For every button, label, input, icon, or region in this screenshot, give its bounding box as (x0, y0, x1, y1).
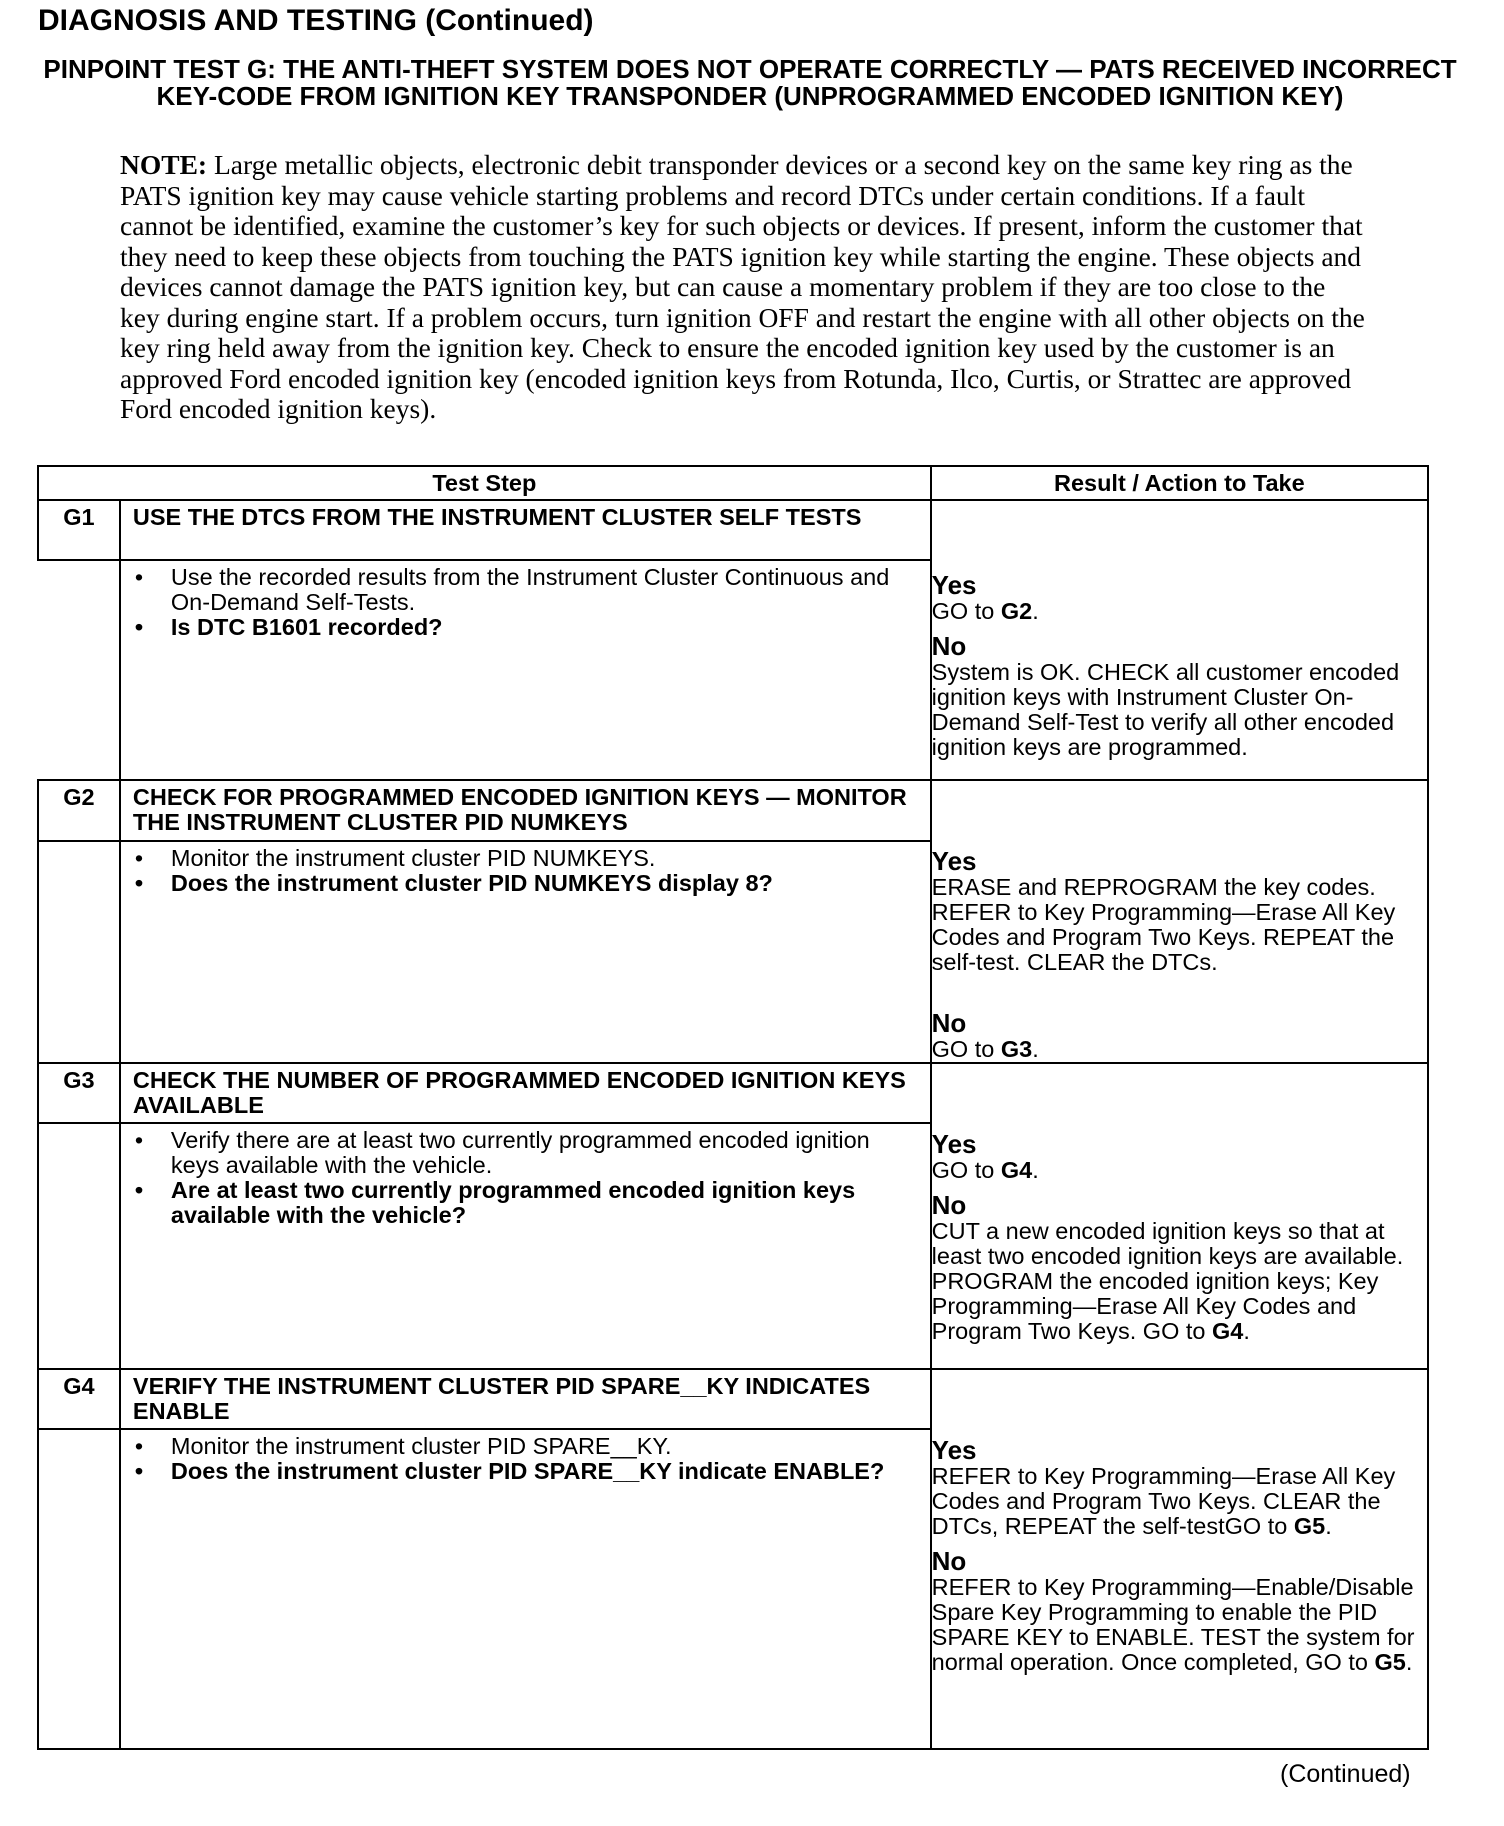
note-label: NOTE: (120, 149, 208, 180)
no-action: CUT a new encoded ignition keys so that at least two encoded ignition keys are available. PROGRAM the encoded ignition keys; Key Programming—Erase All Key Codes and Program Two Keys. GO to G4. (931, 1218, 1404, 1344)
yes-label: Yes (931, 1435, 977, 1465)
yes-label: Yes (931, 846, 977, 876)
step-instruction: • Monitor the instrument cluster PID SPARE__KY. (171, 1434, 920, 1459)
step-question: • Is DTC B1601 recorded? (171, 615, 920, 640)
step-instruction: • Monitor the instrument cluster PID NUMKEYS. (171, 846, 920, 871)
yes-action: ERASE and REPROGRAM the key codes. REFER to Key Programming—Erase All Key Codes and Program Two Keys. REPEAT the self-test. CLEAR the DTCs. (931, 874, 1396, 975)
step-result (931, 1369, 1428, 1749)
step-title: VERIFY THE INSTRUMENT CLUSTER PID SPARE__KY INDICATES ENABLE (120, 1369, 931, 1429)
yes-action: REFER to Key Programming—Erase All Key Codes and Program Two Keys. CLEAR the DTCs, REPEAT the self-testGO to G5. (931, 1463, 1396, 1539)
step-title-row (38, 1369, 1428, 1429)
step-question: • Does the instrument cluster PID SPARE__KY indicate ENABLE? (171, 1459, 920, 1484)
step-id: G3 (38, 1063, 120, 1123)
step-title: USE THE DTCS FROM THE INSTRUMENT CLUSTER SELF TESTS (120, 500, 931, 560)
no-label: No (931, 1190, 967, 1220)
no-action: REFER to Key Programming—Enable/Disable Spare Key Programming to enable the PID SPARE KEY to ENABLE. TEST the system for normal operation. Once completed, GO to G5. (931, 1574, 1415, 1675)
page-header: DIAGNOSIS AND TESTING (Continued) (38, 4, 594, 37)
step-body (120, 1123, 931, 1369)
no-label: No (931, 1546, 967, 1576)
step-title-row (38, 1063, 1428, 1123)
no-label: No (931, 1008, 967, 1038)
step-result (931, 1063, 1428, 1369)
step-title: CHECK THE NUMBER OF PROGRAMMED ENCODED IGNITION KEYS AVAILABLE (120, 1063, 931, 1123)
step-id: G1 (38, 500, 120, 560)
continued-footer: (Continued) (1280, 1760, 1411, 1788)
step-id: G2 (38, 780, 120, 841)
step-body (120, 841, 931, 1063)
yes-label: Yes (931, 1129, 977, 1159)
step-id: G4 (38, 1369, 120, 1429)
yes-action: GO to G4. (931, 1157, 1039, 1183)
no-label: No (931, 631, 967, 661)
result-header: Result / Action to Take (931, 466, 1428, 500)
no-action: GO to G3. (931, 1036, 1039, 1062)
step-question: • Does the instrument cluster PID NUMKEYS display 8? (171, 871, 920, 896)
step-instruction: • Use the recorded results from the Instrument Cluster Continuous and On-Demand Self-Tests. (171, 565, 920, 615)
step-result (931, 780, 1428, 1063)
yes-action: GO to G2. (931, 598, 1039, 624)
note-paragraph (120, 150, 1370, 425)
step-body (120, 1429, 931, 1749)
no-action: System is OK. CHECK all customer encoded ignition keys with Instrument Cluster On-Demand Self-Test to verify all other encoded ignition keys are programmed. (931, 659, 1400, 760)
step-instruction: • Verify there are at least two currently programmed encoded ignition keys available with the vehicle. (171, 1128, 920, 1178)
pinpoint-test-title: PINPOINT TEST G: THE ANTI-THEFT SYSTEM DOES NOT OPERATE CORRECTLY — PATS RECEIVED INCORRECT KEY-CODE FROM IGNITION KEY TRANSPONDER (UNPROGRAMMED ENCODED IGNITION KEY) (43, 54, 1457, 111)
step-title-row (38, 500, 1428, 560)
test-step-header: Test Step (38, 466, 931, 500)
step-result (931, 500, 1428, 780)
step-title-row (38, 780, 1428, 841)
step-title: CHECK FOR PROGRAMMED ENCODED IGNITION KEYS — MONITOR THE INSTRUMENT CLUSTER PID NUMKEYS (120, 780, 931, 841)
step-body (120, 560, 931, 780)
note-text: Large metallic objects, electronic debit transponder devices or a second key on the same key ring as the PATS ignition key may cause vehicle starting problems and record DTCs under certain conditions. If a fault cannot be identified, examine the customer’s key for such objects or devices. If present, inform the customer that they need to keep these objects from touching the PATS ignition key while starting the engine. These objects and devices cannot damage the PATS ignition key, but can cause a momentary problem if they are too close to the key during engine start. If a problem occurs, turn ignition OFF and restart the engine with all other objects on the key ring held away from the ignition key. Check to ensure the encoded ignition key used by the customer is an approved Ford encoded ignition key (encoded ignition keys from Rotunda, Ilco, Curtis, or Strattec are approved Ford encoded ignition keys). (120, 149, 1365, 424)
yes-label: Yes (931, 570, 977, 600)
step-question: • Are at least two currently programmed encoded ignition keys available with the vehicle? (171, 1178, 920, 1228)
test-steps-table (37, 465, 1429, 1750)
table-header-row (38, 466, 1428, 500)
